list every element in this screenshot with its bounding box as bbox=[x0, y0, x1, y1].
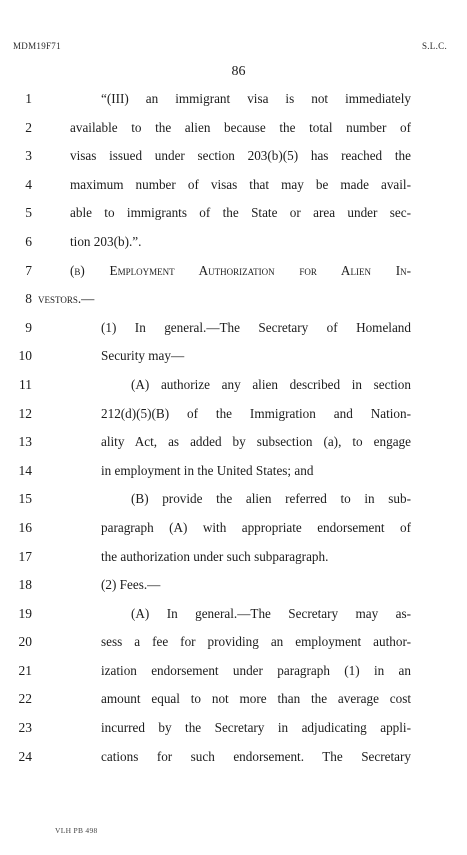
line-number: 8 bbox=[25, 291, 32, 307]
line-text: maximum number of visas that may be made avail- bbox=[70, 176, 411, 192]
line-text: (2) Fees.— bbox=[101, 577, 161, 593]
text-line bbox=[0, 203, 467, 232]
page-number: 86 bbox=[231, 64, 246, 79]
text-line bbox=[0, 375, 467, 404]
line-number: 16 bbox=[18, 519, 32, 535]
text-line bbox=[0, 632, 467, 661]
line-text: ality Act, as added by subsection (a), to engage bbox=[101, 434, 411, 450]
text-line bbox=[0, 518, 467, 547]
line-text: in employment in the United States; and bbox=[101, 462, 314, 478]
text-line bbox=[0, 118, 467, 147]
text-line bbox=[0, 661, 467, 690]
line-text: visas issued under section 203(b)(5) has reached the bbox=[70, 148, 411, 164]
line-text: incurred by the Secretary in adjudicating appli- bbox=[101, 720, 411, 736]
bill-text bbox=[0, 89, 467, 775]
line-number: 4 bbox=[25, 176, 32, 192]
text-line bbox=[0, 689, 467, 718]
text-line bbox=[0, 489, 467, 518]
text-line bbox=[0, 289, 467, 318]
line-number: 1 bbox=[25, 91, 32, 106]
line-text: (B) provide the alien referred to in sub- bbox=[131, 491, 411, 507]
line-number: 7 bbox=[25, 262, 32, 278]
line-number: 22 bbox=[18, 691, 32, 707]
line-text: (A) authorize any alien described in section bbox=[131, 376, 411, 392]
text-line bbox=[0, 89, 467, 118]
text-line bbox=[0, 432, 467, 461]
line-number: 15 bbox=[18, 491, 32, 507]
text-line bbox=[0, 232, 467, 261]
document-id: MDM19F71 bbox=[13, 41, 61, 51]
line-number: 21 bbox=[18, 662, 32, 678]
line-number: 2 bbox=[25, 119, 32, 135]
text-line bbox=[0, 346, 467, 375]
line-number: 19 bbox=[18, 605, 32, 621]
line-number: 6 bbox=[25, 233, 32, 249]
line-number: 11 bbox=[19, 376, 32, 392]
line-text: (1) In general.—The Secretary of Homeland bbox=[101, 319, 411, 335]
line-text: (A) In general.—The Secretary may as- bbox=[131, 605, 411, 621]
line-text: “(III) an immigrant visa is not immediately bbox=[101, 91, 411, 106]
text-line bbox=[0, 146, 467, 175]
line-number: 9 bbox=[25, 319, 32, 335]
text-line bbox=[0, 318, 467, 347]
line-number: 20 bbox=[18, 634, 32, 650]
line-number: 13 bbox=[18, 434, 32, 450]
line-text: paragraph (A) with appropriate endorsement of bbox=[101, 519, 411, 535]
line-text: sess a fee for providing an employment author- bbox=[101, 634, 411, 650]
line-text: Security may— bbox=[101, 348, 185, 364]
line-text: vestors.— bbox=[38, 291, 95, 307]
line-number: 17 bbox=[18, 548, 32, 564]
line-number: 24 bbox=[18, 748, 32, 764]
line-text: cations for such endorsement. The Secretary bbox=[101, 748, 411, 764]
line-number: 14 bbox=[18, 462, 32, 478]
text-line bbox=[0, 604, 467, 633]
line-text: 212(d)(5)(B) of the Immigration and Nation- bbox=[101, 405, 411, 421]
text-line bbox=[0, 461, 467, 490]
text-line bbox=[0, 747, 467, 776]
text-line bbox=[0, 404, 467, 433]
text-line bbox=[0, 718, 467, 747]
document-code: S.L.C. bbox=[421, 41, 447, 51]
line-number: 3 bbox=[25, 148, 32, 164]
text-line bbox=[0, 547, 467, 576]
footer-stamp: VLH PB 498 bbox=[55, 826, 98, 835]
line-number: 5 bbox=[25, 205, 32, 221]
line-number: 10 bbox=[18, 348, 32, 364]
line-text: able to immigrants of the State or area under sec- bbox=[70, 205, 411, 221]
line-text: ization endorsement under paragraph (1) in an bbox=[101, 662, 411, 678]
line-text: the authorization under such subparagraph. bbox=[101, 548, 329, 564]
line-number: 12 bbox=[18, 405, 32, 421]
line-text: available to the alien because the total number of bbox=[70, 119, 411, 135]
text-line bbox=[0, 175, 467, 204]
line-number: 23 bbox=[18, 720, 32, 736]
text-line bbox=[0, 575, 467, 604]
line-text: amount equal to not more than the average cost bbox=[101, 691, 411, 707]
line-text: (b) Employment Authorization for Alien In- bbox=[70, 262, 411, 278]
text-line bbox=[0, 261, 467, 290]
line-number: 18 bbox=[18, 577, 32, 593]
line-text: tion 203(b).”. bbox=[70, 233, 142, 249]
